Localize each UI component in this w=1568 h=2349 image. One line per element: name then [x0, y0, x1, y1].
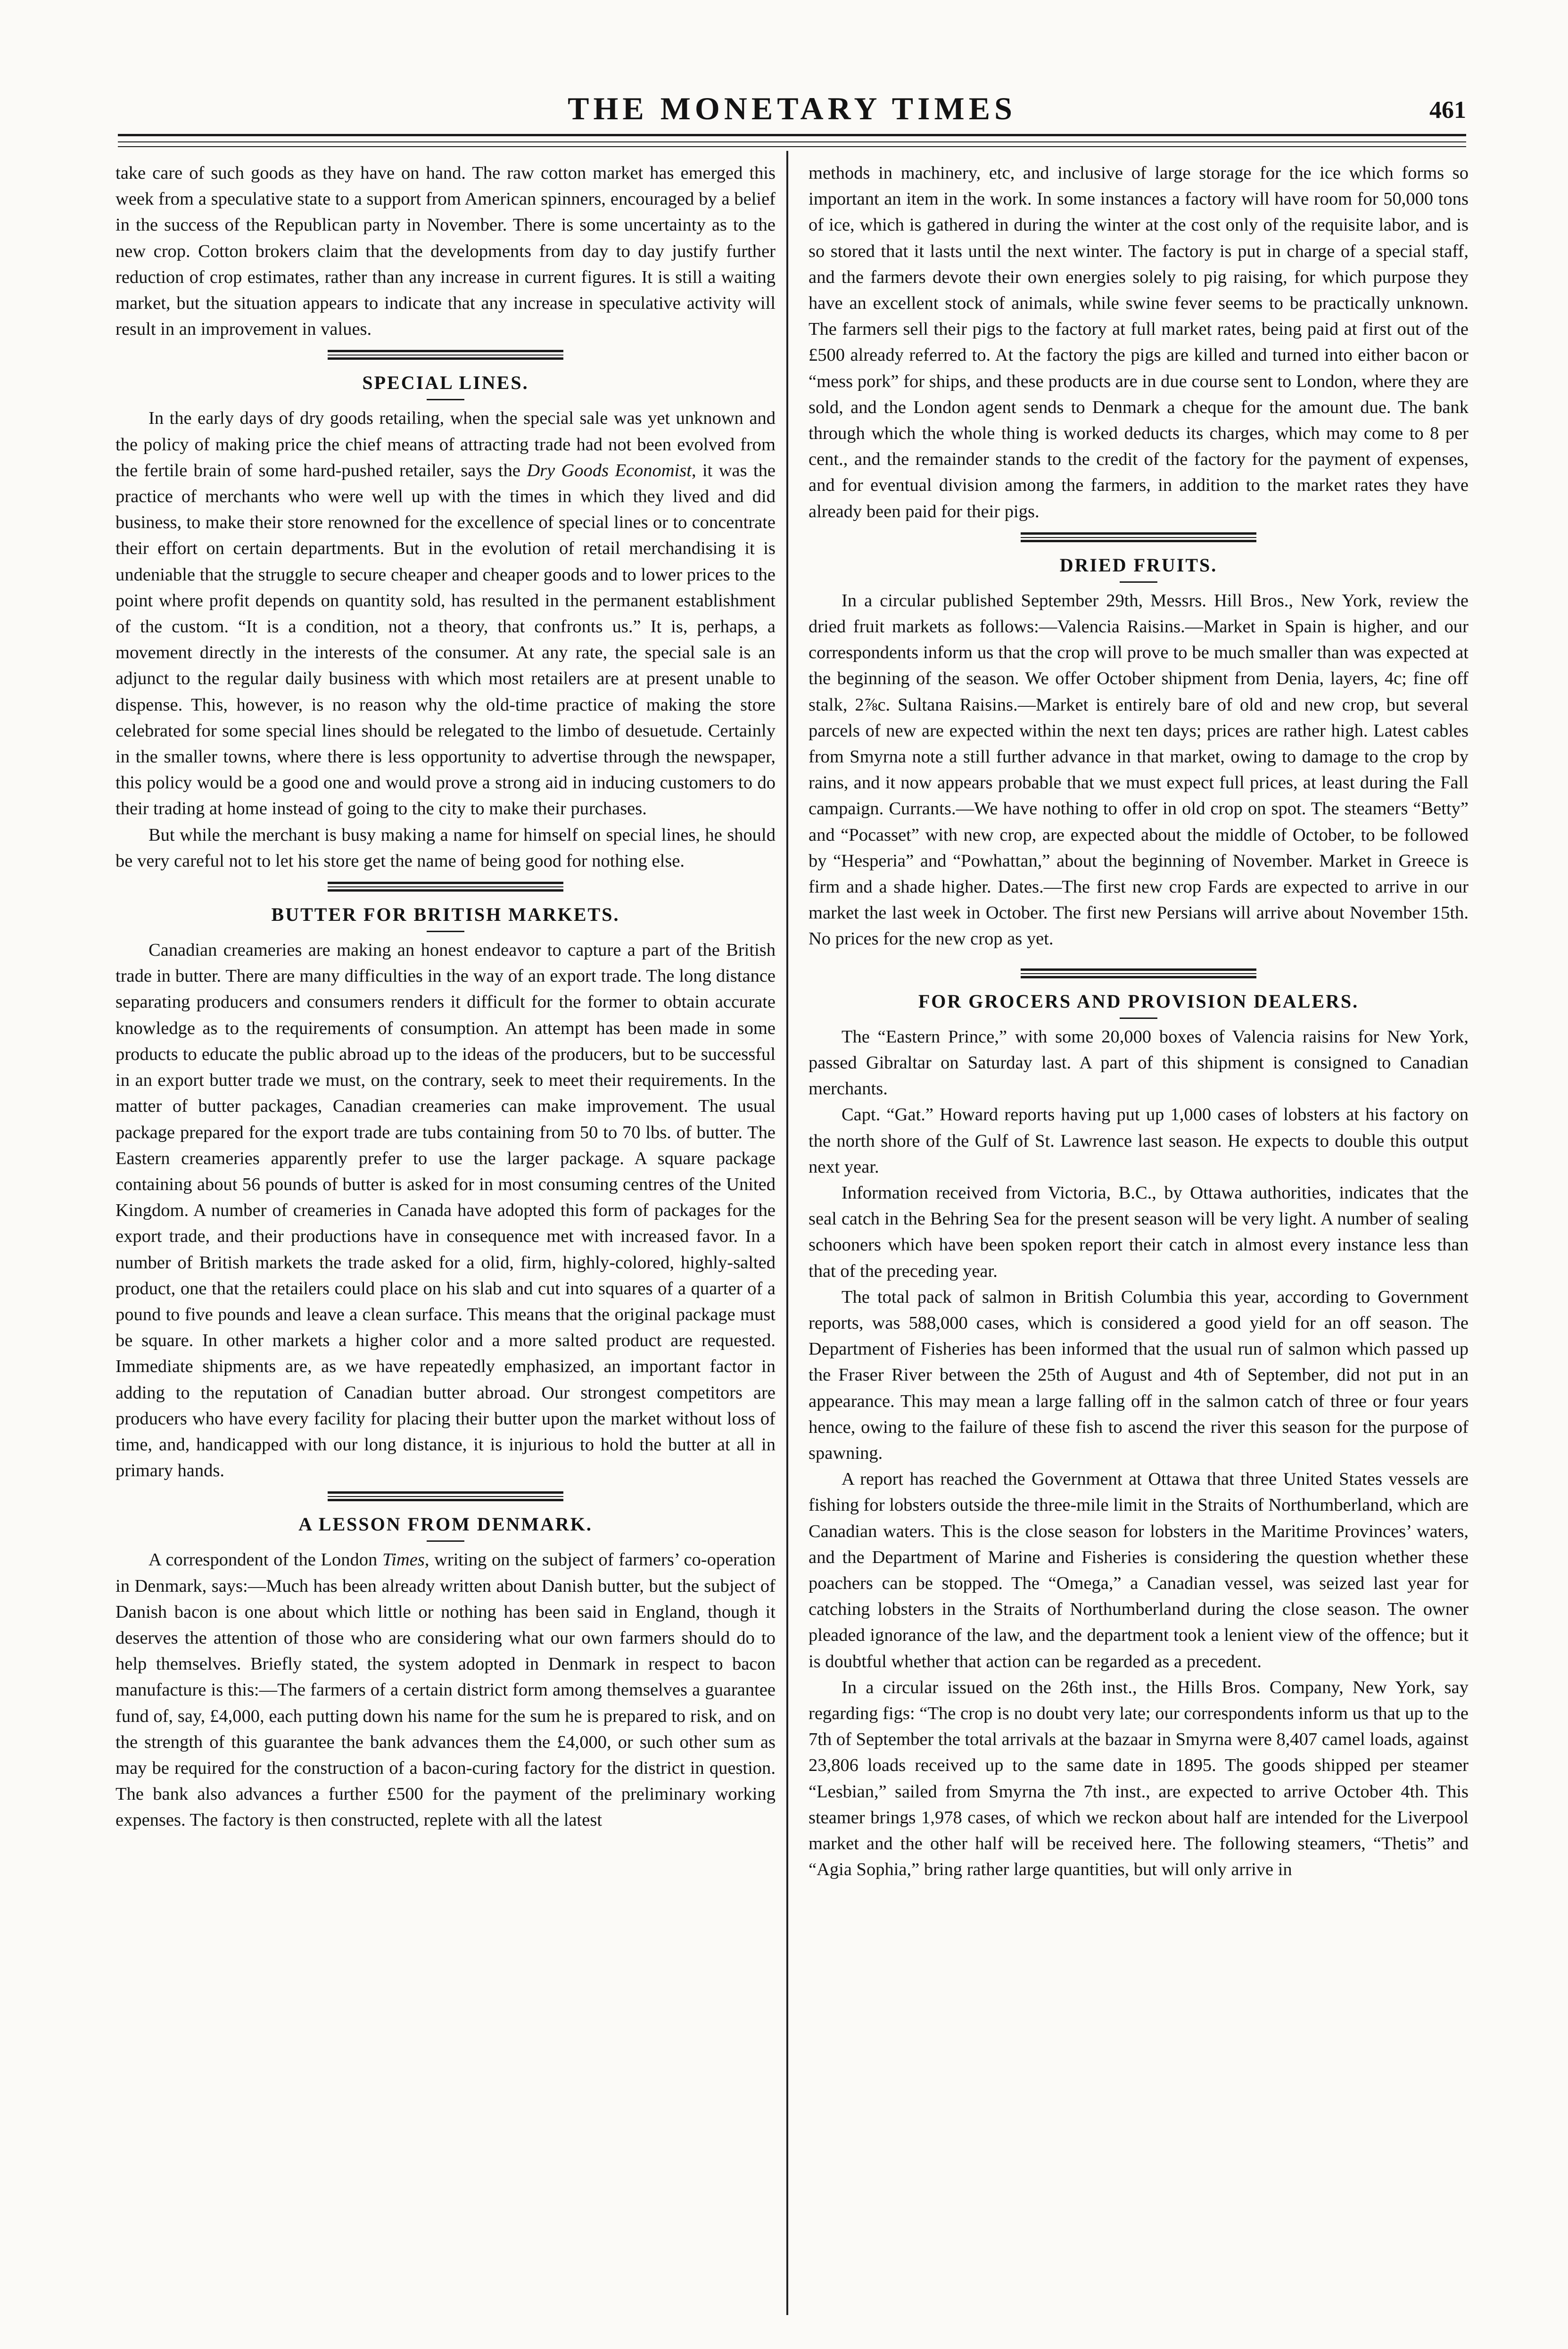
special-lines-paragraph-2: But while the merchant is busy making a name for himself on special lines, he should be very careful not to let his store get the name of being good for nothing else. — [116, 825, 776, 871]
grocers-paragraph-1: The “Eastern Prince,” with some 20,000 boxes of Valencia raisins for New York, passed Gibraltar on Saturday last. A part of this shipment is consigned to Canadian merchants. — [809, 1026, 1469, 1099]
section-divider — [116, 1484, 776, 1511]
grocers-paragraph-2: Capt. “Gat.” Howard reports having put up 1,000 cases of lobsters at his factory on the north shore of the Gulf of St. Lawrence last season. He expects to double this output next year. — [809, 1105, 1469, 1177]
section-heading-dried-fruits: DRIED FRUITS. — [1059, 554, 1218, 576]
section-heading-denmark: A LESSON FROM DENMARK. — [298, 1514, 593, 1535]
section-heading-butter: BUTTER FOR BRITISH MARKETS. — [271, 904, 620, 926]
heading-underline — [116, 1538, 776, 1547]
section-divider — [116, 342, 776, 370]
heading-underline — [809, 1015, 1469, 1024]
masthead-rule-thick — [118, 134, 1466, 136]
section-divider — [116, 874, 776, 902]
heading-underline — [116, 396, 776, 405]
publication-title: THE MONETARY TIMES — [568, 91, 1016, 126]
source-name: Dry Goods Economist — [527, 460, 692, 480]
cotton-market-paragraph: take care of such goods as they have on hand. The raw cotton market has emerged this week from a speculative state to a support from American spinners, encouraged by a belief in the success of the Republican party in November. There is some uncertainty as to the new crop. Cotton brokers claim that the developments from day to day justify further reduction of crop estimates, rather than any increase in current figures. It is still a waiting market, but the situation appears to indicate that any increase in speculative activity will result in an improvement in values. — [116, 163, 776, 339]
column-divider — [786, 151, 788, 2315]
right-column — [809, 160, 1469, 1883]
denmark-paragraph: A correspondent of the London Times, writing on the subject of farmers’ co-operation in Denmark, says:—Much has been already written about Danish butter, but the subject of Danish bacon is one about which little or nothing has been said in England, though it deserves the attention of those who are considering what our own farmers should do to help themselves. Briefly stated, the system adopted in Denmark in respect to bacon manufacture is this:—The farmers of a certain district form among themselves a guarantee fund of, say, £4,000, each putting down his name for the sum he is prepared to risk, and on the strength of this guarantee the bank advances them the £4,000, or such other sum as may be required for the construction of a bacon-curing factory for the district in question. The bank also advances a further £500 for the payment of the preliminary working expenses. The factory is then constructed, replete with all the latest — [116, 1550, 776, 1830]
section-divider — [809, 961, 1469, 988]
source-name: Times — [382, 1550, 425, 1570]
masthead — [118, 90, 1466, 127]
grocers-paragraph-4: The total pack of salmon in British Columbia this year, according to Government reports, was 588,000 cases, which is considered a good yield for an off season. The Department of Fisheries has been informed that the usual run of salmon which passed up the Fraser River between the 25th of August and 4th of September, did not put in an appearance. This may mean a large falling off in the salmon catch of three or four years hence, owing to the failure of these fish to ascend the river this season for the purpose of spawning. — [809, 1287, 1469, 1463]
left-column — [116, 160, 776, 1834]
masthead-rule-thin-2 — [118, 146, 1466, 147]
heading-underline — [809, 579, 1469, 588]
grocers-paragraph-5: A report has reached the Government at Ottawa that three United States vessels are fishing for lobsters outside the three-mile limit in the Straits of Northumberland, which are Canadian waters. This is the close season for lobsters in the Maritime Provinces’ waters, and the Department of Marine and Fisheries is considering the question whether these poachers can be stopped. The “Omega,” a Canadian vessel, was seized last year for catching lobsters in the Straits of Northumberland during the close season. The owner pleaded ignorance of the law, and the department took a lenient view of the offence; but it is doubtful whether that action can be regarded as a precedent. — [809, 1469, 1469, 1671]
section-heading-grocers: FOR GROCERS AND PROVISION DEALERS. — [918, 990, 1359, 1012]
dried-fruits-paragraph: In a circular published September 29th, Messrs. Hill Bros., New York, review the dried fruit markets as follows:—Valencia Raisins.—Market in Spain is higher, and our correspondents inform us that the crop will prove to be much smaller than was expected at the beginning of the season. We offer October shipment from Denia, layers, 4c; fine off stalk, 2⅞c. Sultana Raisins.—Market is entirely bare of old and new crop, but several parcels of new are expected within the next ten days; prices are rather high. Latest cables from Smyrna note a still further advance in that market, owing to damage to the crop by rains, and it now appears probable that we must expect full prices, at least during the Fall campaign. Currants.—We have nothing to offer in old crop on spot. The steamers “Betty” and “Pocasset” with new crop, are expected about the middle of October, to be followed by “Hesperia” and “Powhattan,” about the beginning of November. Market in Greece is firm and a shade higher. Dates.—The first new crop Fards are expected to arrive in our market the last week in October. The first new Persians will arrive about November 15th. No prices for the new crop as yet. — [809, 590, 1469, 949]
page-number: 461 — [1429, 97, 1466, 124]
heading-underline — [116, 928, 776, 937]
section-divider — [809, 525, 1469, 552]
grocers-paragraph-3: Information received from Victoria, B.C., by Ottawa authorities, indicates that the seal catch in the Behring Sea for the present season will be very light. A number of sealing schooners which have been spoken report their catch in almost every instance less than that of the preceding year. — [809, 1183, 1469, 1281]
denmark-continued-paragraph: methods in machinery, etc, and inclusive of large storage for the ice which forms so important an item in the work. In some instances a factory will have room for 50,000 tons of ice, which is gathered in during the winter at the cost only of the requisite labor, and is so stored that it lasts until the next winter. The factory is put in charge of a special staff, and the farmers devote their own energies solely to pig raising, for which purpose they have an excellent stock of animals, while swine fever seems to be practically unknown. The farmers sell their pigs to the factory at full market rates, being paid at first out of the £500 already referred to. At the factory the pigs are killed and turned into either bacon or “mess pork” for ships, and these products are in due course sent to London, where they are sold, and the London agent sends to Denmark a cheque for the amount due. The bank through which the whole thing is worked deducts its charges, which may come to 8 per cent., and the remainder stands to the credit of the factory for the payment of expenses, and for eventual division among the farmers, in addition to the market rates they have already been paid for their pigs. — [809, 163, 1469, 521]
special-lines-paragraph-1: In the early days of dry goods retailing, when the special sale was yet unknown and the policy of making price the chief means of attracting trade had not been evolved from the fertile brain of some hard-pushed retailer, says the Dry Goods Economist, it was the practice of merchants who were well up with the times in which they lived and did business, to make their store renowned for the excellence of special lines or to concentrate their effort on certain departments. But in the evolution of retail merchandising it is undeniable that the struggle to secure cheaper and cheaper goods and to lower prices to the point where profit depends on quantity sold, has resulted in the permanent establishment of the custom. “It is a condition, not a theory, that confronts us.” It is, perhaps, a movement directly in the interests of the consumer. At any rate, the special sale is an adjunct to the regular daily business with which most retailers are at present unable to dispense. This, however, is no reason why the old-time practice of making the store celebrated for some special lines should be relegated to the limbo of desuetude. Certainly in the smaller towns, where there is less opportunity to advertise through the newspaper, this policy would be a good one and would prove a strong aid in inducing customers to do their trading at home instead of going to the city to make their purchases. — [116, 408, 776, 819]
butter-paragraph: Canadian creameries are making an honest endeavor to capture a part of the British trade in butter. There are many difficulties in the way of an export trade. The long distance separating producers and consumers renders it difficult for the former to obtain accurate knowledge as to the requirements of consumption. An attempt has been made in some products to educate the public abroad up to the ideas of the producers, but to be successful in an export butter trade we must, on the contrary, seek to meet their requirements. In the matter of butter packages, Canadian creameries can make improvement. The usual package prepared for the export trade are tubs containing from 50 to 70 lbs. of butter. The Eastern creameries apparently prefer to use the larger package. A square package containing about 56 pounds of butter is asked for in most consuming centres of the United Kingdom. A number of creameries in Canada have adopted this form of packages for the export trade, and their productions have in consequence met with increased favor. In a number of British markets the trade asked for a olid, firm, highly-colored, highly-salted product, one that the retailers could place on his slab and cut into squares of a quarter of a pound to five pounds and leave a clean surface. This means that the original package must be square. In other markets a higher color and a more salted product are requested. Immediate shipments are, as we have repeatedly emphasized, an important factor in adding to the reputation of Canadian butter abroad. Our strongest competitors are producers who have every facility for placing their butter upon the market without loss of time, and, handicapped with our long distance, it is injurious to hold the butter at all in primary hands. — [116, 940, 776, 1481]
section-heading-special-lines: SPECIAL LINES. — [362, 372, 529, 394]
masthead-rule-thin — [118, 141, 1466, 142]
grocers-paragraph-6: In a circular issued on the 26th inst., the Hills Bros. Company, New York, say regarding figs: “The crop is no doubt very late; our correspondents inform us that up to the 7th of September the total arrivals at the bazaar in Smyrna were 8,407 camel loads, against 23,806 loads received up to the same date in 1895. The goods shipped per steamer “Lesbian,” sailed from Smyrna the 7th inst., are expected to arrive October 4th. This steamer brings 1,978 cases, of which we reckon about half are intended for the Liverpool market and the other half will be received here. The following steamers, “Thetis” and “Agia Sophia,” bring rather large quantities, but will only arrive in — [809, 1677, 1469, 1880]
